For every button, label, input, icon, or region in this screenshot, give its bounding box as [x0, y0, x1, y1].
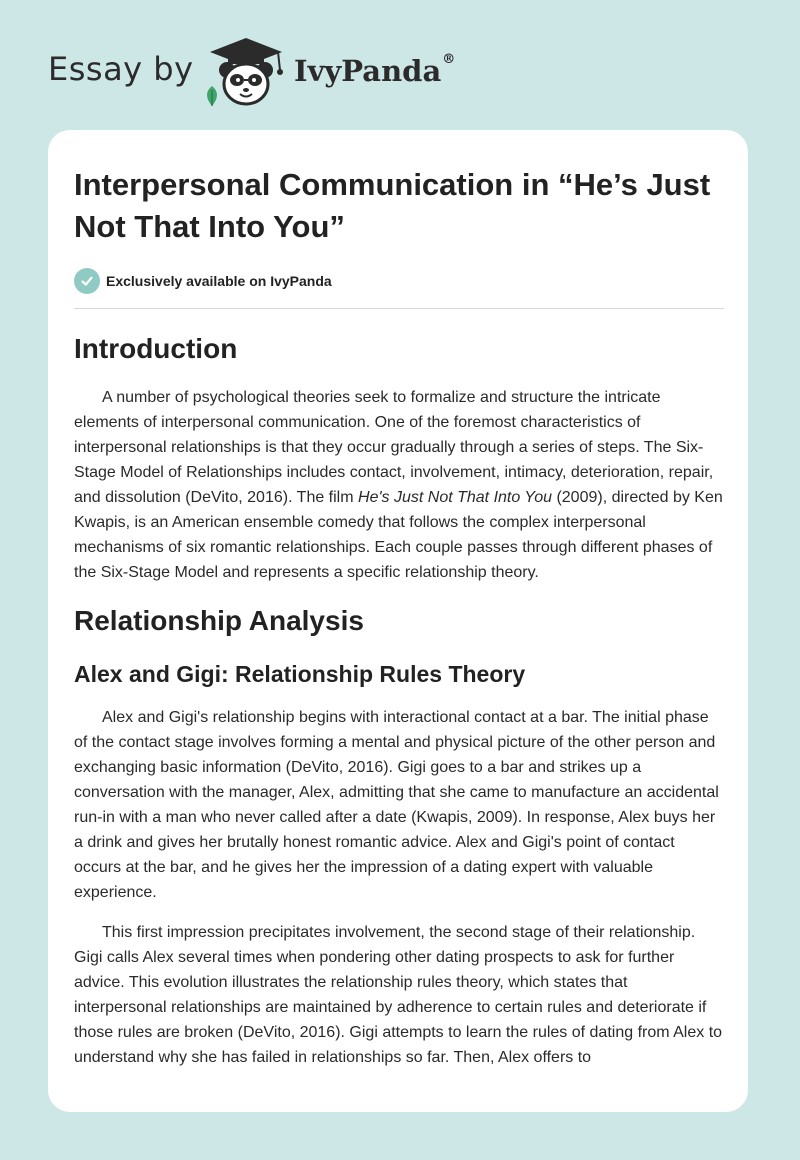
analysis-paragraph-1: Alex and Gigi's relationship begins with interactional contact at a bar. The initial phase of the contact stage involves forming a mental and physical picture of the other person and exchanging basic information (DeVito, 2016). Gigi goes to a bar and strikes up a conversation with the manager, Alex, admitting that she came to manufacture an accidental run-in with a man who never called after a date (Kwapis, 2009). In response, Alex buys her a drink and gives her brutally honest romantic advice. Alex and Gigi's point of contact occurs at the bar, and he gives her the impression of a dating expert with valuable experience.	[74, 709, 719, 901]
check-icon	[74, 268, 100, 294]
essay-by-label: Essay by	[48, 50, 194, 88]
brand-name[interactable]	[294, 54, 455, 88]
site-header	[0, 0, 800, 130]
film-title: He's Just Not That Into You	[358, 489, 552, 506]
introduction-paragraph	[74, 385, 724, 585]
brand-label: IvyPanda	[294, 54, 442, 88]
panda-logo-icon[interactable]	[200, 36, 292, 108]
intro-text-start: A number of psychological theories seek to formalize and structure the intricate elements of interpersonal communication. One of the foremost characteristics of interpersonal relationships is that they occur gradually through a series of steps. The Six-Stage Model of Relationships includes contact, involvement, intimacy, deterioration, repair, and dissolution (DeVito, 2016). The film	[74, 389, 714, 506]
registered-mark: ®	[442, 52, 456, 67]
essay-card	[48, 130, 748, 1112]
intro-text-end: (2009), directed by Ken Kwapis, is an American ensemble comedy that follows the complex interpersonal mechanisms of six romantic relationships. Each couple passes through different phases of the Six-Stage Model and represents a specific relationship theory.	[74, 489, 723, 581]
analysis-heading: Relationship Analysis	[74, 605, 364, 636]
essay-content	[74, 164, 724, 1070]
introduction-heading: Introduction	[74, 333, 238, 364]
analysis-paragraph-2: This first impression precipitates involvement, the second stage of their relationship. Gigi calls Alex several times when pondering other dating prospects to ask for further advice. This evolution illustrates the relationship rules theory, which states that interpersonal relationships are maintained by adherence to certain rules and deteriorate if those rules are broken (DeVito, 2016). Gigi attempts to learn the rules of dating from Alex to understand why she has failed in relationships so far. Then, Alex offers to	[74, 924, 723, 1066]
exclusive-badge	[74, 268, 724, 294]
essay-title: Interpersonal Communication in “He’s Just Not That Into You”	[74, 167, 711, 244]
alex-gigi-subheading: Alex and Gigi: Relationship Rules Theory	[74, 661, 526, 687]
exclusive-label: Exclusively available on IvyPanda	[106, 273, 332, 289]
divider	[74, 308, 724, 309]
